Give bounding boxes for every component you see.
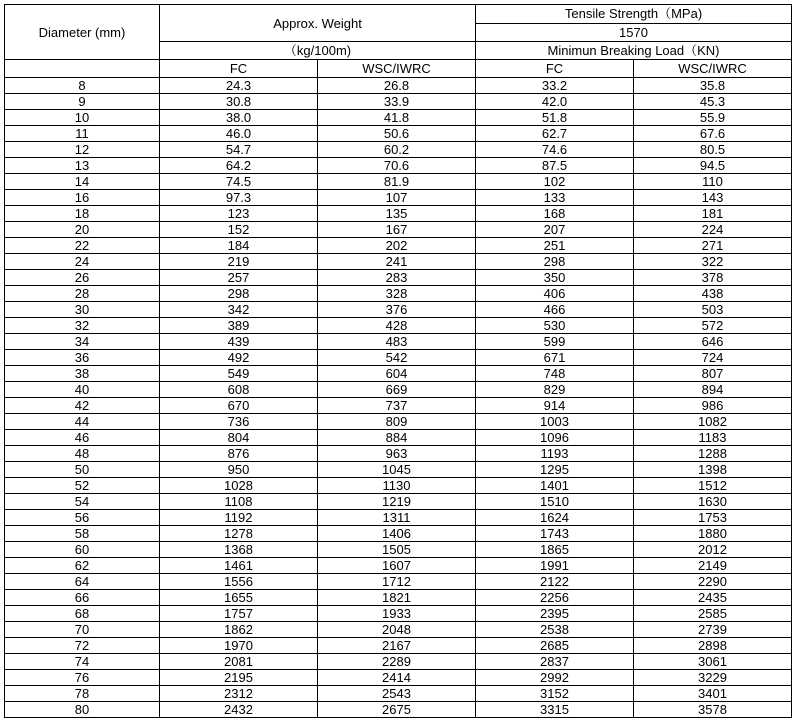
table-row (5, 158, 792, 174)
fc-weight-cell: 184 (160, 238, 318, 254)
fc-weight-cell: 1108 (160, 494, 318, 510)
diameter-cell: 14 (5, 174, 160, 190)
wsc-weight-cell: 737 (318, 398, 476, 414)
fc-load-cell: 1096 (476, 430, 634, 446)
diameter-cell: 78 (5, 686, 160, 702)
table-row (5, 206, 792, 222)
wsc-load-cell: 1630 (634, 494, 792, 510)
fc-weight-cell: 1192 (160, 510, 318, 526)
fc-load-cell: 168 (476, 206, 634, 222)
approx-weight-header: Approx. Weight (160, 5, 476, 42)
fc-weight-cell: 608 (160, 382, 318, 398)
table-row (5, 142, 792, 158)
fc-weight-cell: 876 (160, 446, 318, 462)
wsc-weight-cell: 604 (318, 366, 476, 382)
fc-weight-cell: 1028 (160, 478, 318, 494)
diameter-cell: 74 (5, 654, 160, 670)
wsc-weight-cell: 1406 (318, 526, 476, 542)
table-row (5, 398, 792, 414)
fc-weight-cell: 804 (160, 430, 318, 446)
wsc-load-cell: 94.5 (634, 158, 792, 174)
wsc-weight-cell: 2414 (318, 670, 476, 686)
fc-weight-cell: 1278 (160, 526, 318, 542)
wsc-weight-cell: 1505 (318, 542, 476, 558)
table-row (5, 638, 792, 654)
fc-load-cell: 2837 (476, 654, 634, 670)
min-breaking-load-header: Minimun Breaking Load（KN) (476, 42, 792, 60)
wsc-load-cell: 1880 (634, 526, 792, 542)
fc-load-cell: 207 (476, 222, 634, 238)
wsc-load-cell: 322 (634, 254, 792, 270)
table-row (5, 590, 792, 606)
wsc-weight-cell: 1045 (318, 462, 476, 478)
wsc-weight-cell: 241 (318, 254, 476, 270)
fc-weight-cell: 64.2 (160, 158, 318, 174)
fc-load-cell: 1401 (476, 478, 634, 494)
fc-load-cell: 251 (476, 238, 634, 254)
fc-load-cell: 87.5 (476, 158, 634, 174)
fc-load-cell: 62.7 (476, 126, 634, 142)
diameter-cell: 50 (5, 462, 160, 478)
wsc-weight-cell: 669 (318, 382, 476, 398)
wsc-weight-cell: 81.9 (318, 174, 476, 190)
fc-weight-cell: 123 (160, 206, 318, 222)
diameter-cell: 32 (5, 318, 160, 334)
diameter-subheader-blank (5, 60, 160, 78)
fc-weight-column-header: FC (160, 60, 318, 78)
wsc-weight-cell: 1130 (318, 478, 476, 494)
table-body (5, 78, 792, 718)
wsc-load-cell: 2435 (634, 590, 792, 606)
fc-weight-cell: 2432 (160, 702, 318, 718)
wsc-weight-cell: 542 (318, 350, 476, 366)
fc-load-cell: 1295 (476, 462, 634, 478)
wsc-weight-cell: 1219 (318, 494, 476, 510)
tensile-strength-header: Tensile Strength（MPa) (476, 5, 792, 24)
diameter-cell: 72 (5, 638, 160, 654)
wsc-load-cell: 1082 (634, 414, 792, 430)
diameter-cell: 54 (5, 494, 160, 510)
wsc-weight-cell: 1607 (318, 558, 476, 574)
table-row (5, 286, 792, 302)
diameter-cell: 16 (5, 190, 160, 206)
wsc-load-cell: 986 (634, 398, 792, 414)
wsc-load-cell: 894 (634, 382, 792, 398)
diameter-cell: 80 (5, 702, 160, 718)
table-row (5, 670, 792, 686)
diameter-cell: 34 (5, 334, 160, 350)
table-row (5, 366, 792, 382)
wsc-weight-cell: 1311 (318, 510, 476, 526)
diameter-cell: 22 (5, 238, 160, 254)
wsc-load-cell: 3229 (634, 670, 792, 686)
diameter-cell: 11 (5, 126, 160, 142)
wsc-load-cell: 143 (634, 190, 792, 206)
wsc-load-cell: 1753 (634, 510, 792, 526)
fc-weight-cell: 74.5 (160, 174, 318, 190)
wsc-load-cell: 438 (634, 286, 792, 302)
fc-weight-cell: 1556 (160, 574, 318, 590)
fc-load-cell: 42.0 (476, 94, 634, 110)
wsc-weight-cell: 2167 (318, 638, 476, 654)
diameter-cell: 58 (5, 526, 160, 542)
table-row (5, 334, 792, 350)
fc-weight-cell: 298 (160, 286, 318, 302)
diameter-cell: 12 (5, 142, 160, 158)
diameter-header: Diameter (mm) (5, 5, 160, 60)
fc-load-cell: 1624 (476, 510, 634, 526)
wsc-weight-cell: 60.2 (318, 142, 476, 158)
table-row (5, 78, 792, 94)
wsc-weight-cell: 70.6 (318, 158, 476, 174)
diameter-cell: 30 (5, 302, 160, 318)
fc-load-cell: 51.8 (476, 110, 634, 126)
wsc-weight-cell: 41.8 (318, 110, 476, 126)
diameter-cell: 13 (5, 158, 160, 174)
wsc-load-cell: 271 (634, 238, 792, 254)
table-row (5, 174, 792, 190)
wsc-weight-cell: 1712 (318, 574, 476, 590)
wsc-weight-cell: 283 (318, 270, 476, 286)
fc-weight-cell: 219 (160, 254, 318, 270)
table-row (5, 510, 792, 526)
table-row (5, 606, 792, 622)
table-row (5, 94, 792, 110)
table-row (5, 622, 792, 638)
diameter-cell: 26 (5, 270, 160, 286)
wsc-load-cell: 35.8 (634, 78, 792, 94)
wsc-weight-cell: 809 (318, 414, 476, 430)
table-row (5, 238, 792, 254)
wsc-weight-cell: 167 (318, 222, 476, 238)
table-row (5, 558, 792, 574)
table-row (5, 382, 792, 398)
diameter-cell: 42 (5, 398, 160, 414)
wsc-weight-cell: 2048 (318, 622, 476, 638)
table-row (5, 686, 792, 702)
fc-weight-cell: 30.8 (160, 94, 318, 110)
diameter-cell: 10 (5, 110, 160, 126)
wsc-load-cell: 503 (634, 302, 792, 318)
table-row (5, 126, 792, 142)
fc-load-cell: 3315 (476, 702, 634, 718)
wsc-weight-cell: 107 (318, 190, 476, 206)
diameter-cell: 38 (5, 366, 160, 382)
table-row (5, 430, 792, 446)
wsc-weight-cell: 33.9 (318, 94, 476, 110)
diameter-cell: 48 (5, 446, 160, 462)
wsc-load-cell: 181 (634, 206, 792, 222)
wsc-load-cell: 110 (634, 174, 792, 190)
diameter-cell: 9 (5, 94, 160, 110)
fc-weight-cell: 492 (160, 350, 318, 366)
fc-weight-cell: 152 (160, 222, 318, 238)
wsc-load-cell: 55.9 (634, 110, 792, 126)
diameter-cell: 52 (5, 478, 160, 494)
wsc-load-cell: 2290 (634, 574, 792, 590)
wsc-load-cell: 1512 (634, 478, 792, 494)
wsc-load-column-header: WSC/IWRC (634, 60, 792, 78)
fc-weight-cell: 97.3 (160, 190, 318, 206)
diameter-cell: 40 (5, 382, 160, 398)
table-row (5, 270, 792, 286)
wsc-load-cell: 1398 (634, 462, 792, 478)
wsc-weight-cell: 50.6 (318, 126, 476, 142)
wsc-weight-cell: 2289 (318, 654, 476, 670)
diameter-cell: 76 (5, 670, 160, 686)
diameter-cell: 46 (5, 430, 160, 446)
fc-load-cell: 406 (476, 286, 634, 302)
wsc-weight-cell: 135 (318, 206, 476, 222)
wsc-weight-cell: 428 (318, 318, 476, 334)
wsc-weight-cell: 963 (318, 446, 476, 462)
fc-load-cell: 829 (476, 382, 634, 398)
wsc-load-cell: 2739 (634, 622, 792, 638)
wsc-load-cell: 3061 (634, 654, 792, 670)
table-row (5, 254, 792, 270)
fc-weight-cell: 54.7 (160, 142, 318, 158)
wsc-weight-cell: 1933 (318, 606, 476, 622)
fc-weight-cell: 950 (160, 462, 318, 478)
table-row (5, 302, 792, 318)
wsc-weight-cell: 884 (318, 430, 476, 446)
fc-load-cell: 3152 (476, 686, 634, 702)
fc-weight-cell: 439 (160, 334, 318, 350)
table-row (5, 462, 792, 478)
wsc-load-cell: 1288 (634, 446, 792, 462)
table-row (5, 542, 792, 558)
fc-load-cell: 2256 (476, 590, 634, 606)
table-row (5, 494, 792, 510)
table-row (5, 318, 792, 334)
diameter-cell: 20 (5, 222, 160, 238)
fc-weight-cell: 2195 (160, 670, 318, 686)
table-row (5, 414, 792, 430)
fc-weight-cell: 2312 (160, 686, 318, 702)
fc-load-cell: 1510 (476, 494, 634, 510)
wsc-load-cell: 807 (634, 366, 792, 382)
wsc-load-cell: 1183 (634, 430, 792, 446)
diameter-cell: 56 (5, 510, 160, 526)
fc-load-cell: 2992 (476, 670, 634, 686)
wsc-load-cell: 2898 (634, 638, 792, 654)
fc-load-cell: 2685 (476, 638, 634, 654)
fc-load-cell: 1193 (476, 446, 634, 462)
diameter-cell: 8 (5, 78, 160, 94)
table-row (5, 526, 792, 542)
wsc-load-cell: 45.3 (634, 94, 792, 110)
diameter-cell: 28 (5, 286, 160, 302)
table-row (5, 350, 792, 366)
fc-load-cell: 466 (476, 302, 634, 318)
wsc-weight-cell: 1821 (318, 590, 476, 606)
diameter-cell: 24 (5, 254, 160, 270)
fc-weight-cell: 389 (160, 318, 318, 334)
wsc-load-cell: 378 (634, 270, 792, 286)
table-header (5, 5, 792, 78)
diameter-cell: 62 (5, 558, 160, 574)
diameter-cell: 64 (5, 574, 160, 590)
wsc-weight-cell: 376 (318, 302, 476, 318)
diameter-cell: 36 (5, 350, 160, 366)
wsc-weight-cell: 202 (318, 238, 476, 254)
wsc-load-cell: 572 (634, 318, 792, 334)
fc-load-cell: 33.2 (476, 78, 634, 94)
fc-load-cell: 599 (476, 334, 634, 350)
fc-weight-cell: 1970 (160, 638, 318, 654)
fc-weight-cell: 1368 (160, 542, 318, 558)
fc-weight-cell: 1461 (160, 558, 318, 574)
fc-load-cell: 2122 (476, 574, 634, 590)
table-row (5, 574, 792, 590)
fc-weight-cell: 670 (160, 398, 318, 414)
weight-unit-header: （kg/100m) (160, 42, 476, 60)
fc-weight-cell: 1655 (160, 590, 318, 606)
fc-load-cell: 2395 (476, 606, 634, 622)
diameter-cell: 60 (5, 542, 160, 558)
fc-weight-cell: 257 (160, 270, 318, 286)
diameter-cell: 68 (5, 606, 160, 622)
fc-load-cell: 298 (476, 254, 634, 270)
fc-weight-cell: 736 (160, 414, 318, 430)
table-row (5, 110, 792, 126)
fc-load-cell: 350 (476, 270, 634, 286)
fc-load-cell: 102 (476, 174, 634, 190)
diameter-cell: 66 (5, 590, 160, 606)
fc-weight-cell: 342 (160, 302, 318, 318)
fc-weight-cell: 1757 (160, 606, 318, 622)
wsc-weight-cell: 328 (318, 286, 476, 302)
fc-weight-cell: 2081 (160, 654, 318, 670)
wsc-load-cell: 67.6 (634, 126, 792, 142)
wsc-load-cell: 646 (634, 334, 792, 350)
fc-weight-cell: 1862 (160, 622, 318, 638)
table-row (5, 446, 792, 462)
wsc-load-cell: 3578 (634, 702, 792, 718)
table-row (5, 478, 792, 494)
fc-weight-cell: 24.3 (160, 78, 318, 94)
wsc-load-cell: 2585 (634, 606, 792, 622)
tensile-value-header: 1570 (476, 23, 792, 42)
wsc-load-cell: 724 (634, 350, 792, 366)
wsc-load-cell: 2149 (634, 558, 792, 574)
wsc-weight-cell: 483 (318, 334, 476, 350)
fc-weight-cell: 38.0 (160, 110, 318, 126)
diameter-cell: 44 (5, 414, 160, 430)
fc-load-cell: 133 (476, 190, 634, 206)
fc-load-cell: 914 (476, 398, 634, 414)
fc-load-cell: 1991 (476, 558, 634, 574)
fc-load-column-header: FC (476, 60, 634, 78)
diameter-cell: 18 (5, 206, 160, 222)
fc-load-cell: 671 (476, 350, 634, 366)
wsc-load-cell: 80.5 (634, 142, 792, 158)
wsc-weight-cell: 2543 (318, 686, 476, 702)
wire-rope-spec-table (4, 4, 792, 718)
diameter-cell: 70 (5, 622, 160, 638)
fc-weight-cell: 549 (160, 366, 318, 382)
fc-load-cell: 748 (476, 366, 634, 382)
fc-load-cell: 1865 (476, 542, 634, 558)
fc-load-cell: 1003 (476, 414, 634, 430)
table-row (5, 654, 792, 670)
wsc-load-cell: 224 (634, 222, 792, 238)
wsc-load-cell: 3401 (634, 686, 792, 702)
table-row (5, 702, 792, 718)
table-row (5, 190, 792, 206)
fc-load-cell: 530 (476, 318, 634, 334)
fc-load-cell: 2538 (476, 622, 634, 638)
wsc-weight-cell: 2675 (318, 702, 476, 718)
fc-weight-cell: 46.0 (160, 126, 318, 142)
wsc-weight-cell: 26.8 (318, 78, 476, 94)
wsc-weight-column-header: WSC/IWRC (318, 60, 476, 78)
table-row (5, 222, 792, 238)
wsc-load-cell: 2012 (634, 542, 792, 558)
fc-load-cell: 74.6 (476, 142, 634, 158)
fc-load-cell: 1743 (476, 526, 634, 542)
